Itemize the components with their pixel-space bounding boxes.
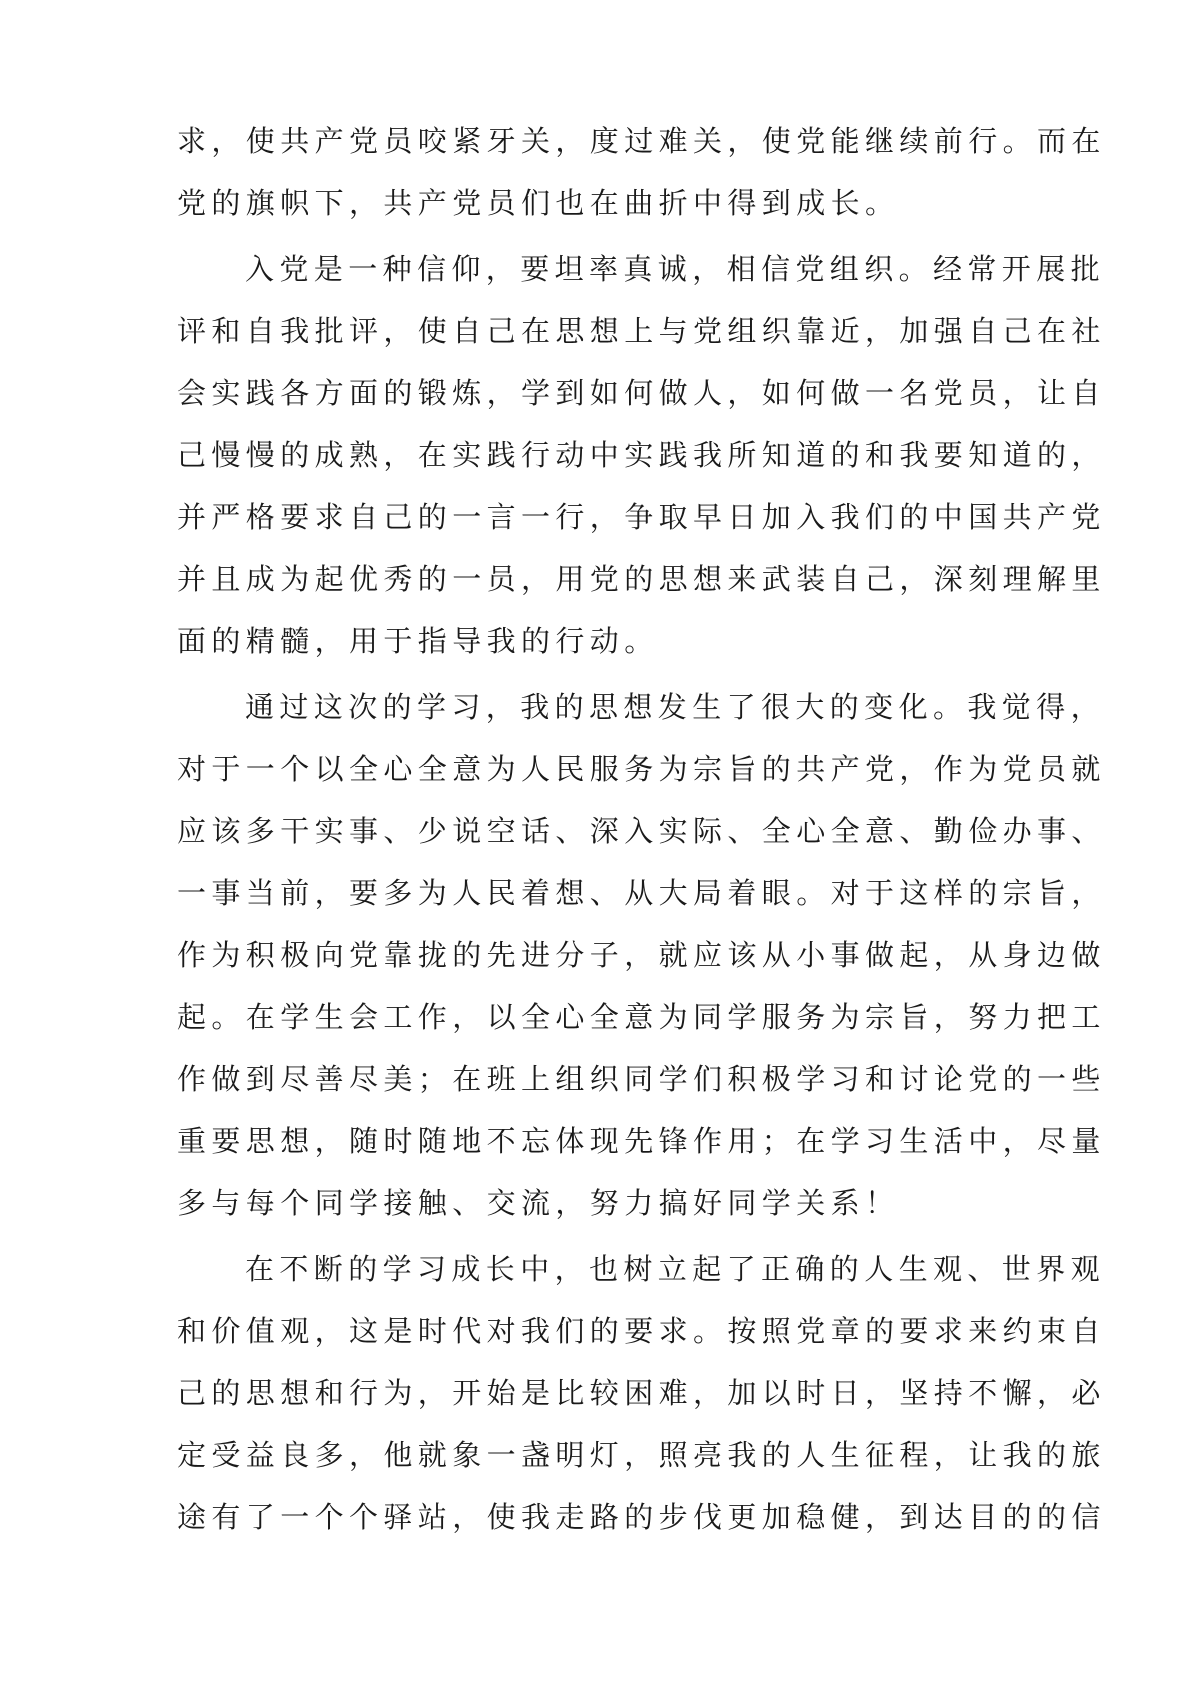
text-line: 在不断的学习成长中，也树立起了正确的人生观、世界观 [245,1252,1106,1286]
text-line: 并且成为起优秀的一员，用党的思想来武装自己，深刻理解里 [177,562,1106,596]
paragraph-3 [177,676,1106,1234]
text-line: 评和自我批评，使自己在思想上与党组织靠近，加强自己在社 [177,314,1106,348]
text-line: 起。在学生会工作，以全心全意为同学服务为宗旨，努力把工 [177,1000,1106,1034]
text-line: 党的旗帜下，共产党员们也在曲折中得到成长。 [177,186,900,220]
text-line: 作为积极向党靠拢的先进分子，就应该从小事做起，从身边做 [177,938,1106,972]
text-line: 一事当前，要多为人民着想、从大局着眼。对于这样的宗旨， [177,876,1106,910]
text-line: 应该多干实事、少说空话、深入实际、全心全意、勤俭办事、 [177,814,1106,848]
text-line: 并严格要求自己的一言一行，争取早日加入我们的中国共产党 [177,500,1106,534]
text-line: 和价值观，这是时代对我们的要求。按照党章的要求来约束自 [177,1314,1106,1348]
paragraph-4 [177,1238,1106,1548]
text-line: 途有了一个个驿站，使我走路的步伐更加稳健，到达目的的信 [177,1500,1106,1534]
document-body [177,110,1106,1548]
text-line: 作做到尽善尽美；在班上组织同学们积极学习和讨论党的一些 [177,1062,1106,1096]
text-line: 多与每个同学接触、交流，努力搞好同学关系！ [177,1186,900,1220]
text-line: 对于一个以全心全意为人民服务为宗旨的共产党，作为党员就 [177,752,1106,786]
text-line: 求，使共产党员咬紧牙关，度过难关，使党能继续前行。而在 [177,124,1106,158]
paragraph-1 [177,110,1106,234]
text-line: 定受益良多，他就象一盏明灯，照亮我的人生征程，让我的旅 [177,1438,1106,1472]
text-line: 会实践各方面的锻炼，学到如何做人，如何做一名党员，让自 [177,376,1106,410]
text-line: 通过这次的学习，我的思想发生了很大的变化。我觉得， [245,690,1106,724]
text-line: 面的精髓，用于指导我的行动。 [177,624,659,658]
paragraph-2 [177,238,1106,672]
text-line: 己的思想和行为，开始是比较困难，加以时日，坚持不懈，必 [177,1376,1106,1410]
text-line: 重要思想，随时随地不忘体现先锋作用；在学习生活中，尽量 [177,1124,1106,1158]
text-line: 入党是一种信仰，要坦率真诚，相信党组织。经常开展批 [245,252,1106,286]
text-line: 己慢慢的成熟，在实践行动中实践我所知道的和我要知道的， [177,438,1106,472]
